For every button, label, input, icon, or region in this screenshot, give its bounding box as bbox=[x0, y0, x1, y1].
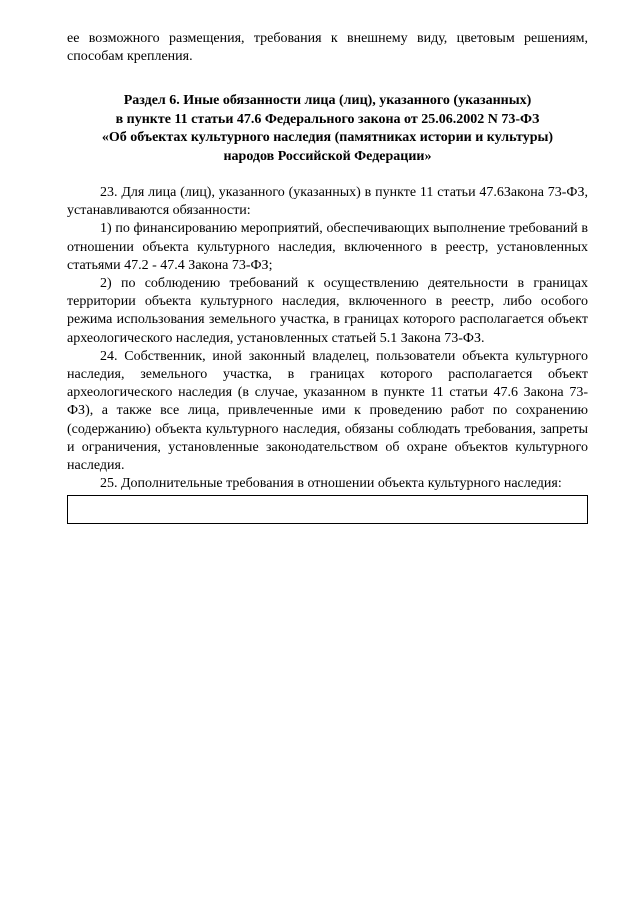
paragraph-23-2: 2) по соблюдению требований к осуществлению деятельности в границах территории объекта культурного наследия, включенного в реестр, либо особого режима использования земельного участка, в границах которого располагается объект археологического наследия, установленных статьей 5.1 Закона 73-ФЗ. bbox=[67, 276, 588, 346]
section-title-line: «Об объектах культурного наследия (памятниках истории и культуры) bbox=[101, 130, 554, 146]
additional-requirements-field[interactable] bbox=[67, 495, 588, 524]
paragraph-24: 24. Собственник, иной законный владелец, пользователи объекта культурного наследия, земельного участка, в границах которого располагается объект археологического наследия (в случае, указанном в пункте 11 статьи 47.6 Закона 73-ФЗ), а также все лица, привлеченные ими к проведению работ по сохранению (содержанию) объекта культурного наследия, обязаны соблюдать требования, запреты и ограничения, установленные законодательством об охране объектов культурного наследия. bbox=[67, 348, 588, 474]
paragraph-25: 25. Дополнительные требования в отношении объекта культурного наследия: bbox=[100, 476, 562, 492]
section-title-line: Раздел 6. Иные обязанности лица (лиц), указанного (указанных) bbox=[123, 93, 532, 109]
section-title-line: народов Российской Федерации» bbox=[223, 148, 432, 164]
paragraph-23: 23. Для лица (лиц), указанного (указанных) в пункте 11 статьи 47.6Закона 73-ФЗ, устанавливаются обязанности: bbox=[67, 185, 588, 219]
document-page bbox=[67, 30, 588, 524]
paragraph-23-1: 1) по финансированию мероприятий, обеспечивающих выполнение требований в отношении объекта культурного наследия, включенного в реестр, установленных статьями 47.2 - 47.4 Закона 73-ФЗ; bbox=[67, 221, 588, 273]
section-title-line: в пункте 11 статьи 47.6 Федерального закона от 25.06.2002 N 73-ФЗ bbox=[115, 111, 540, 127]
intro-paragraph: ее возможного размещения, требования к внешнему виду, цветовым решениям, способам крепления. bbox=[67, 31, 588, 65]
section-6-title bbox=[67, 92, 588, 166]
